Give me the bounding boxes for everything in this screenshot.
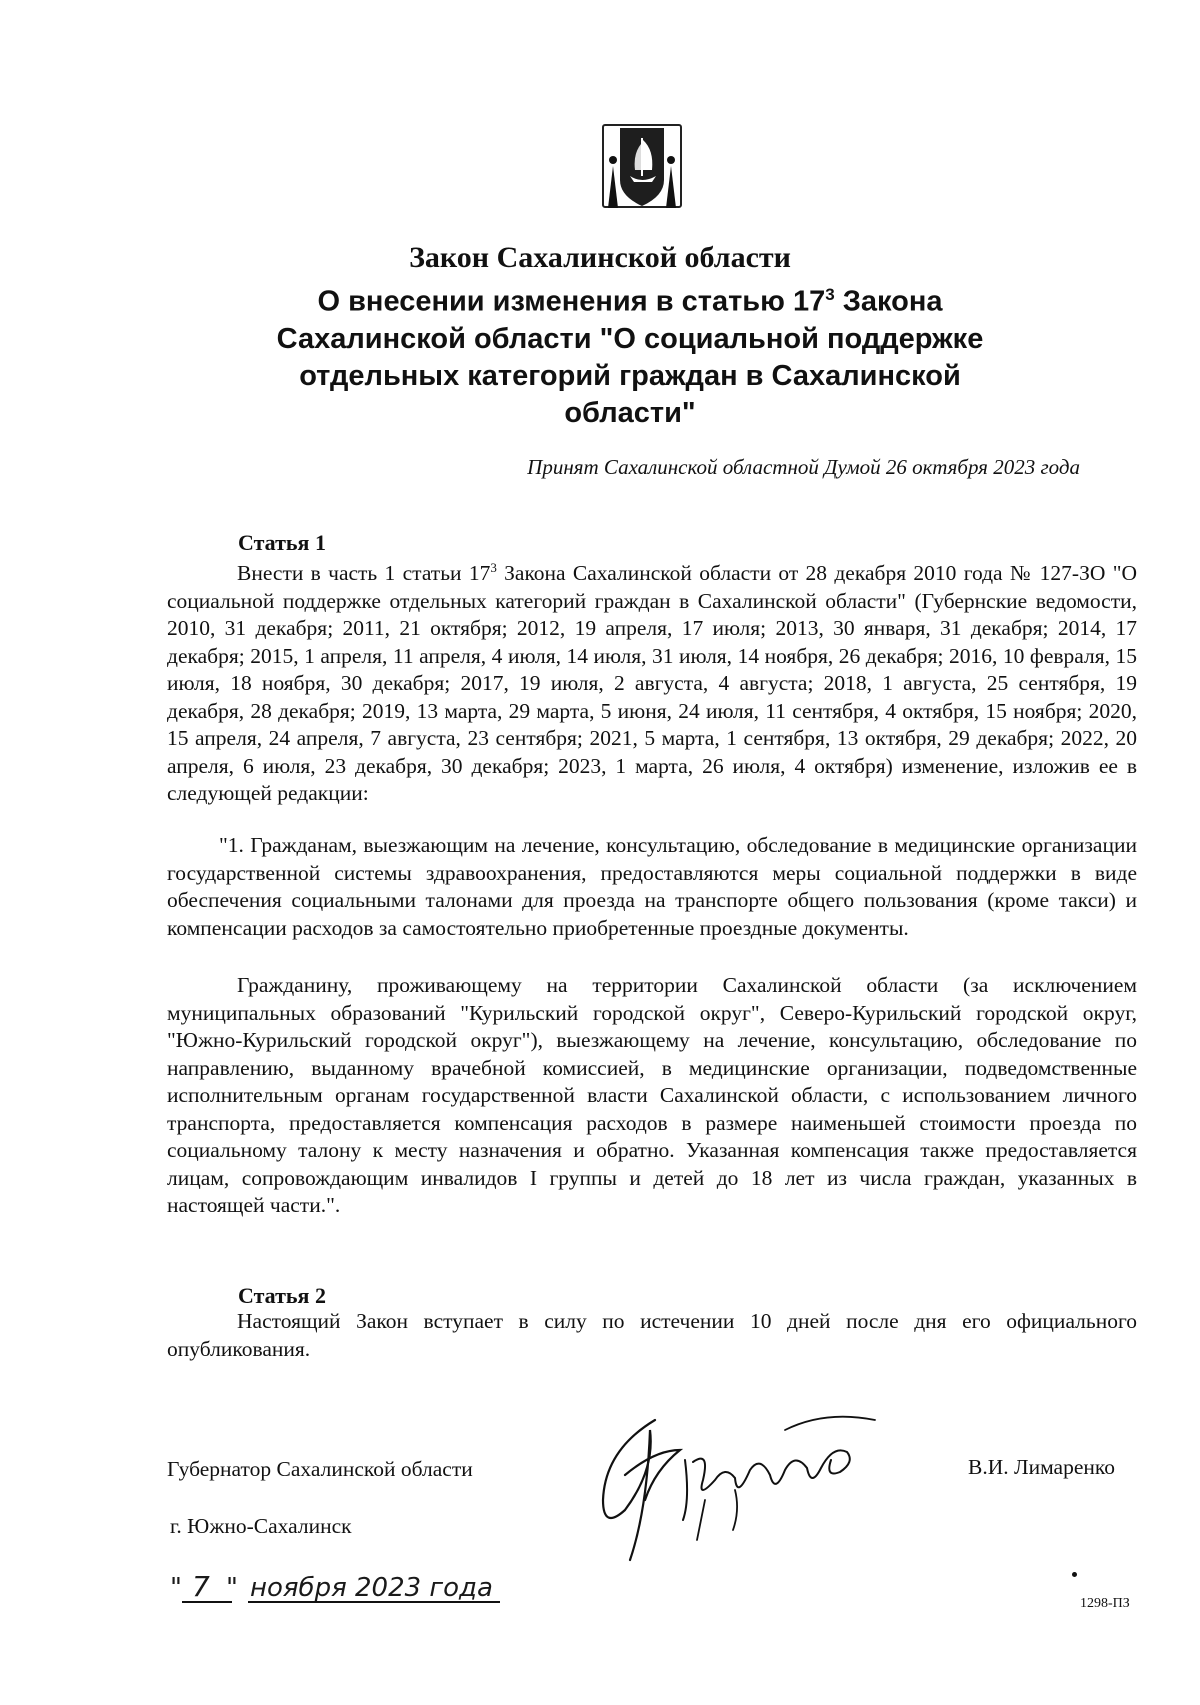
article-1-intro-superscript: 3 (490, 560, 497, 575)
adoption-note: Принят Сахалинской областной Думой 26 октября 2023 года (527, 455, 1080, 479)
sakhalin-coat-of-arms-icon (600, 122, 684, 210)
article-1-title: Статья 1 (238, 530, 326, 555)
article-1-quoted-paragraph-1: "1. Гражданам, выезжающим на лечение, консультацию, обследование в медицинские организации государственной системы здравоохранения, предоставляются меры социальной поддержки в виде обеспечения социальными талонами для проезда на транспорте общего пользования (кроме такси) и компенсации расходов за самостоятельно приобретенные проездные документы. (167, 833, 1137, 940)
law-title: Закон Сахалинской области (409, 241, 791, 274)
article-2-title: Статья 2 (238, 1283, 326, 1308)
article-1-intro-part1: Внести в часть 1 статьи 17 (237, 561, 491, 586)
date-quote-close: " (226, 1573, 238, 1603)
registration-number: 1298-ПЗ (1080, 1596, 1130, 1611)
law-heading (230, 276, 1030, 432)
governor-position: Губернатор Сахалинской области (167, 1457, 473, 1481)
handwritten-date (170, 1558, 550, 1618)
date-quote-open: " (170, 1573, 182, 1603)
article-1-intro-part2: Закона Сахалинской области от 28 декабря 2010 года № 127-ЗО "О социальной поддержке отдельных категорий граждан в Сахалинской области" (Губернские ведомости, 2010, 31 декабря; 2011, 21 октября; 2012, 19 апреля, 17 июля; 2013, 30 января, 31 декабря; 2014, 17 декабря; 2015, 1 апреля, 11 апреля, 4 июля, 14 июля, 31 июля, 14 ноября, 26 декабря; 2016, 10 февраля, 15 июля, 18 ноября, 30 декабря; 2017, 19 июля, 2 августа, 4 августа; 2018, 1 августа, 25 сентября, 19 декабря, 28 декабря; 2019, 13 марта, 29 марта, 5 июня, 24 июля, 11 сентября, 4 октября, 15 ноября; 2020, 15 апреля, 24 апреля, 7 августа, 23 сентября; 2021, 5 марта, 1 сентября, 13 октября, 29 декабря; 2022, 20 апреля, 6 июля, 23 декабря, 30 декабря; 2023, 1 марта, 26 июля, 4 октября) изменение, изложив ее в следующей редакции: (167, 561, 1137, 806)
article-2-text: Настоящий Закон вступает в силу по истечении 10 дней после дня его официального опубликования. (167, 1309, 1137, 1361)
law-heading-part2: Закона Сахалинской области "О социальной поддержке отдельных категорий граждан в Сахалинской области" (276, 285, 984, 429)
law-heading-part1: О внесении изменения в статью 17 (317, 285, 826, 318)
law-heading-superscript: 3 (825, 285, 835, 304)
article-1-quoted-paragraph-2: Гражданину, проживающему на территории Сахалинской области (за исключением муниципальных образований "Курильский городской округ", Северо-Курильский городской округ, "Южно-Курильский городской округ"), выезжающему на лечение, консультацию, обследование по направлению, выданному врачебной комиссией, в медицинские организации, подведомственные исполнительным органам государственной власти Сахалинской области, с использованием личного транспорта, предоставляется компенсация расходов в размере наименьшей стоимости проезда по социальному талону к месту назначения и обратно. Указанная компенсация также предоставляется лицам, сопровождающим инвалидов I группы и детей до 18 лет из числа граждан, указанных в настоящей части.". (167, 973, 1137, 1217)
ink-dot (1072, 1572, 1077, 1577)
date-month-year: ноября 2023 года (250, 1573, 493, 1603)
date-day: 7 (192, 1570, 210, 1603)
governor-name: В.И. Лимаренко (968, 1455, 1115, 1479)
governor-signature (585, 1390, 895, 1580)
signing-place: г. Южно-Сахалинск (170, 1514, 352, 1538)
article-1-intro (167, 554, 1137, 808)
